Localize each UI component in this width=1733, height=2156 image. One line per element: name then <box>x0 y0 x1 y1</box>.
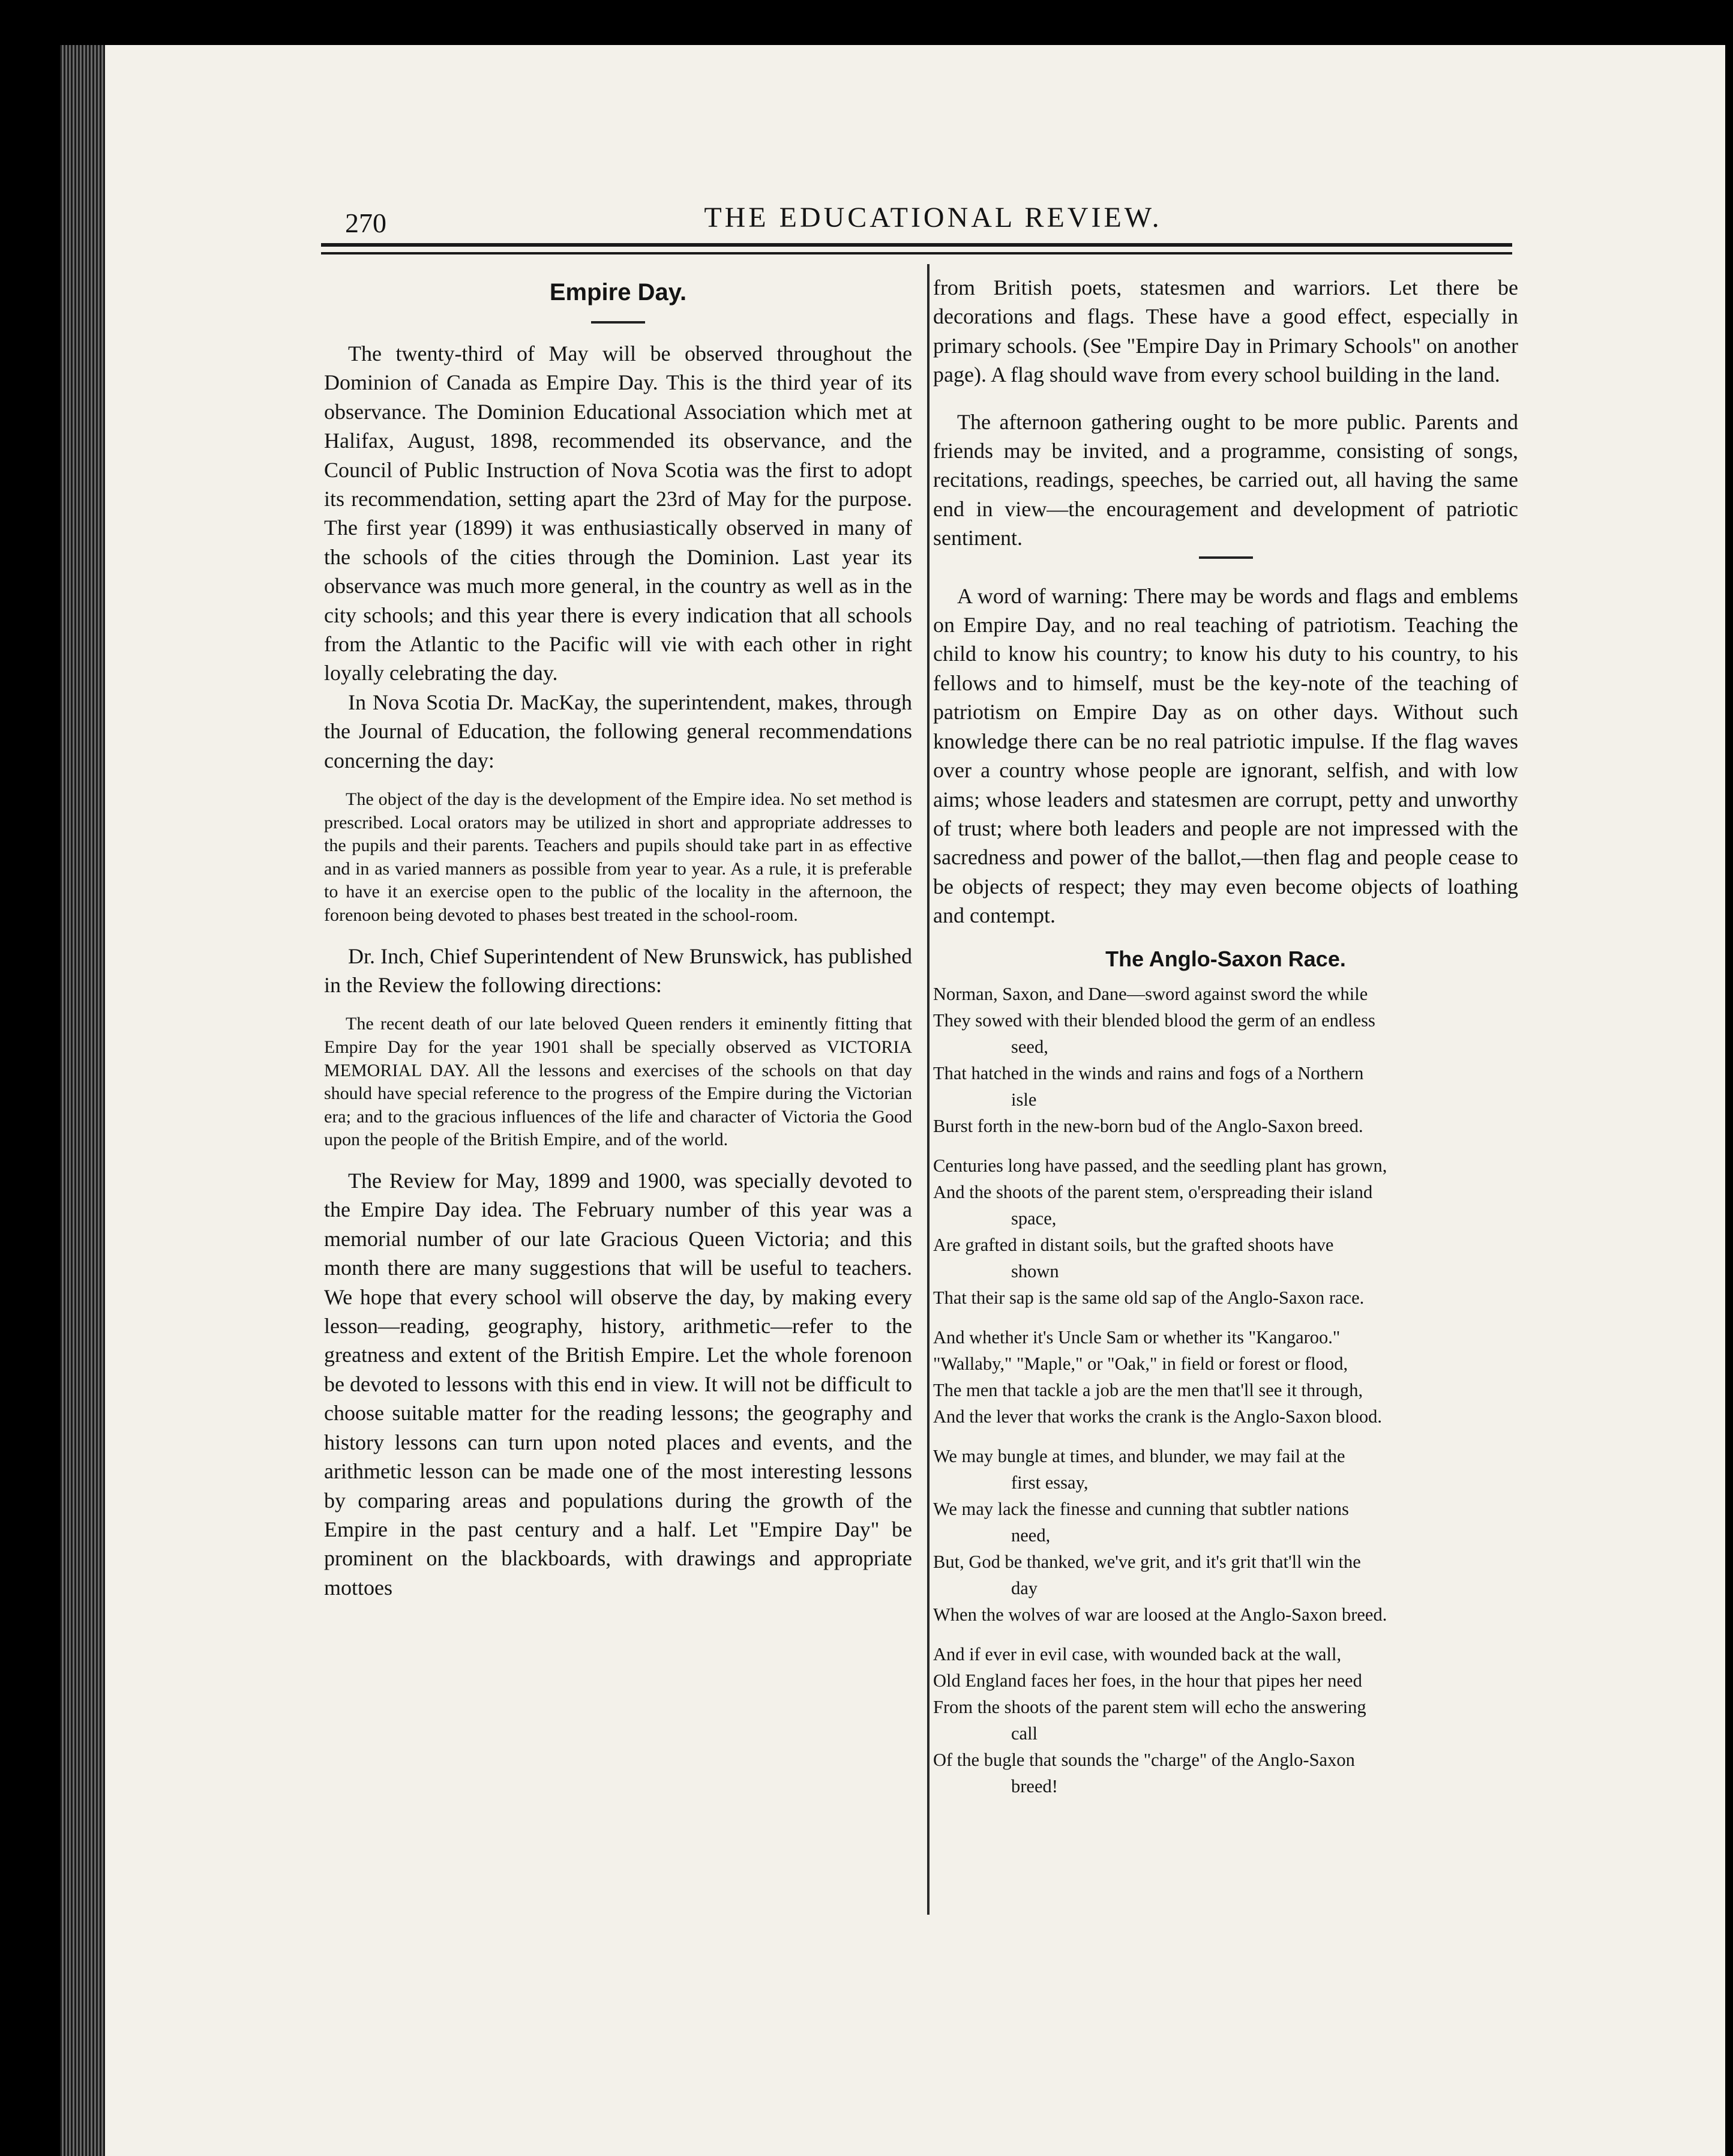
poem-line-continuation: seed, <box>1011 1036 1048 1057</box>
column-divider <box>927 264 930 1915</box>
poem-line-continuation: isle <box>1011 1089 1037 1110</box>
poem-line-continuation: shown <box>1011 1260 1059 1281</box>
paragraph: A word of warning: There may be words and flags and emblems on Empire Day, and no real teaching of patriotism. Teaching the child to know his country; to know his duty to his country, to his fellows and to himself, must be the key-note of the teaching of patriotism on Empire Day as on other days. Without such knowledge there can be no real patriotic impulse. If the flag waves over a country whose people are ignorant, selfish, and with low aims; whose leaders and statesmen are corrupt, petty and unworthy of trust; where both leaders and people are not impressed with the sacredness and power of the ballot,—then flag and people cease to be objects of respect; they may even become objects of loathing and contempt. <box>933 583 1518 928</box>
poem-line-continuation: breed! <box>1011 1775 1058 1796</box>
left-column <box>324 273 912 1602</box>
poem-line: That hatched in the winds and rains and fogs of a Northern <box>933 1062 1364 1083</box>
block-quote: The object of the day is the development of the Empire idea. No set method is prescribed. Local orators may be utilized in short and appropriate addresses to the pupils and their parents. Teachers and pupils should take part in as effective and in as varied manners as possible from year to year. As a rule, it is preferable to have it an exercise open to the public of the locality in the afternoon, the forenoon being devoted to phases best treated in the school-room. <box>324 789 912 926</box>
poem-line-continuation: need, <box>1011 1525 1051 1546</box>
paragraph: In Nova Scotia Dr. MacKay, the superintendent, makes, through the Journal of Education, the following general recommendations concerning the day: <box>324 690 912 772</box>
poem-line: We may bungle at times, and blunder, we may fail at the <box>933 1445 1345 1466</box>
poem-line: But, God be thanked, we've grit, and it's grit that'll win the <box>933 1551 1361 1572</box>
poem-line: Norman, Saxon, and Dane—sword against sword the while <box>933 983 1368 1004</box>
poem-line: And if ever in evil case, with wounded back at the wall, <box>933 1643 1342 1664</box>
poem-stanza <box>933 1641 1518 1799</box>
poem-line-continuation: first essay, <box>1011 1472 1089 1493</box>
paragraph: from British poets, statesmen and warriors. Let there be decorations and flags. These have a good effect, especially in primary schools. (See "Empire Day in Primary Schools" on another page). A flag should wave from every school building in the land. <box>933 276 1518 387</box>
poem-line: That their sap is the same old sap of the Anglo-Saxon race. <box>933 1287 1365 1308</box>
paragraph: The Review for May, 1899 and 1900, was specially devoted to the Empire Day idea. The February number of this year was a memorial number of our late Gracious Queen Victoria; and this month there are many suggestions that will be useful to teachers. We hope that every school will observe the day, by making every lesson—reading, geography, history, arithmetic—refer to the greatness and extent of the British Empire. Let the whole forenoon be devoted to lessons with this end in view. It will not be difficult to choose suitable matter for the reading lessons; the geography and history lessons can turn upon noted places and events, and the arithmetic lesson can be made one of the most interesting lessons by comparing areas and populations during the growth of the Empire in the past century and a half. Let "Empire Day" be prominent on the blackboards, with drawings and appropriate mottoes <box>324 1169 912 1600</box>
poem-line: They sowed with their blended blood the germ of an endless <box>933 1010 1375 1031</box>
poem-line-continuation: space, <box>1011 1208 1057 1229</box>
poem-stanza <box>933 1152 1518 1311</box>
title-rule <box>591 321 645 324</box>
poem-line: "Wallaby," "Maple," or "Oak," in field or forest or flood, <box>933 1353 1348 1374</box>
poem-line: And the lever that works the crank is the Anglo-Saxon blood. <box>933 1406 1382 1427</box>
running-title: THE EDUCATIONAL REVIEW. <box>704 202 1162 233</box>
header-rule <box>321 243 1512 247</box>
poem-line: And the shoots of the parent stem, o'erspreading their island <box>933 1181 1373 1202</box>
poem-stanza <box>933 1324 1518 1430</box>
article-title: Empire Day. <box>549 279 687 306</box>
poem-title: The Anglo-Saxon Race. <box>1105 946 1346 971</box>
section-rule <box>1199 556 1253 559</box>
poem-line: And whether it's Uncle Sam or whether its "Kangaroo." <box>933 1326 1341 1348</box>
header-rule <box>321 252 1512 254</box>
block-quote: The recent death of our late beloved Queen renders it eminently fitting that Empire Day for the year 1901 shall be specially observed as VICTORIA MEMORIAL DAY. All the lessons and exercises of the schools on that day should have special reference to the progress of the Empire during the Victorian era; and to the gracious influences of the life and character of Victoria the Good upon the people of the British Empire, and of the world. <box>324 1014 912 1150</box>
poem-line: The men that tackle a job are the men that'll see it through, <box>933 1379 1363 1400</box>
poem-line: Of the bugle that sounds the "charge" of the Anglo-Saxon <box>933 1749 1355 1770</box>
paragraph: The afternoon gathering ought to be more public. Parents and friends may be invited, and a programme, consisting of songs, recitations, readings, speeches, be carried out, all having the same end in view—the encouragement and development of patriotic sentiment. <box>933 409 1518 550</box>
paragraph: The twenty-third of May will be observed throughout the Dominion of Canada as Empire Day. This is the third year of its observance. The Dominion Educational Association which met at Halifax, August, 1898, recommended its observance, and the Council of Public Instruction of Nova Scotia was the first to adopt its recommendation, setting apart the 23rd of May for the purpose. The first year (1899) it was enthusiastically observed in many of the schools of the cities through the Dominion. Last year its observance was much more general, in the country as well as in the city schools; and this year there is every indication that all schools from the Atlantic to the Pacific will vie with each other in right loyally celebrating the day. <box>324 342 912 685</box>
poem-stanza <box>933 1443 1518 1628</box>
poem-line: Are grafted in distant soils, but the grafted shoots have <box>933 1234 1334 1255</box>
poem-line: Burst forth in the new-born bud of the Anglo-Saxon breed. <box>933 1115 1363 1136</box>
poem-line: We may lack the finesse and cunning that subtler nations <box>933 1498 1349 1519</box>
poem-stanza <box>933 981 1518 1139</box>
paragraph: Dr. Inch, Chief Superintendent of New Brunswick, has published in the Review the following directions: <box>324 944 912 998</box>
poem-line: Old England faces her foes, in the hour that pipes her need <box>933 1670 1362 1691</box>
poem-line: When the wolves of war are loosed at the Anglo-Saxon breed. <box>933 1604 1387 1625</box>
book-page-edges <box>60 45 105 2156</box>
poem-line-continuation: call <box>1011 1723 1038 1744</box>
page-header <box>345 201 1521 249</box>
poem-line-continuation: day <box>1011 1577 1038 1598</box>
poem <box>933 981 1518 1799</box>
page-number: 270 <box>345 208 386 238</box>
right-column <box>933 273 1518 1813</box>
poem-line: From the shoots of the parent stem will echo the answering <box>933 1696 1366 1717</box>
poem-line: Centuries long have passed, and the seedling plant has grown, <box>933 1155 1387 1176</box>
